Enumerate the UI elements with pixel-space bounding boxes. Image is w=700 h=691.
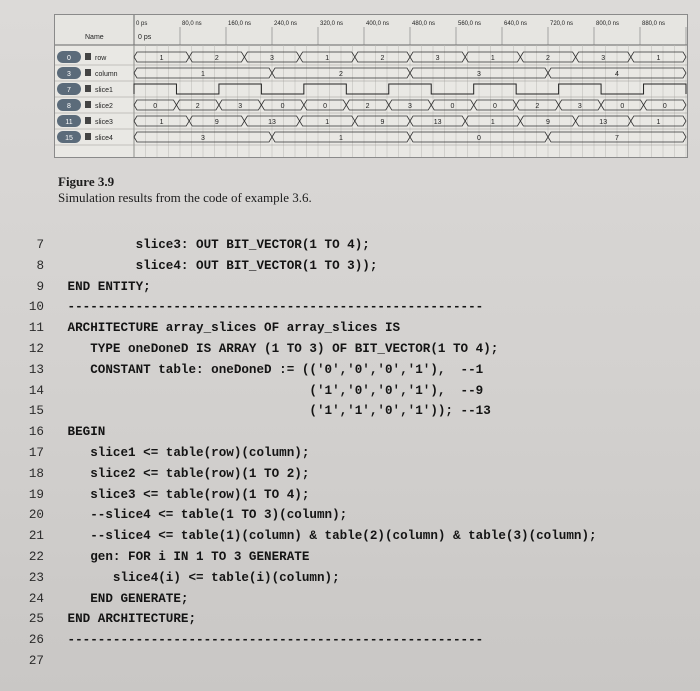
- line-number: 25: [28, 612, 44, 627]
- code-text: TYPE oneDoneD IS ARRAY (1 TO 3) OF BIT_VECTOR(1 TO 4);: [60, 342, 499, 356]
- time-label: 800,0 ns: [596, 21, 620, 27]
- bus-value: 2: [535, 103, 540, 110]
- bus-value: 1: [490, 119, 495, 126]
- code-text: END ARCHITECTURE;: [60, 612, 197, 627]
- bus-value: 9: [380, 119, 385, 126]
- line-number: 15: [28, 404, 44, 419]
- time-label: 240,0 ns: [274, 21, 298, 27]
- line-number: 22: [28, 550, 44, 564]
- signal-type-icon: [85, 117, 91, 124]
- bus-value: 1: [325, 55, 330, 62]
- signal-type-icon: [85, 69, 91, 76]
- bus-value: 1: [159, 55, 164, 62]
- line-number: 18: [28, 466, 44, 481]
- code-text: END ENTITY;: [60, 279, 151, 294]
- bus-value: 2: [380, 55, 385, 62]
- code-text: slice2 <= table(row)(1 TO 2);: [60, 466, 310, 481]
- signal-name: slice2: [95, 103, 113, 110]
- time-cursor-label: 0 ps: [138, 34, 152, 41]
- time-label: 80,0 ns: [182, 21, 202, 27]
- code-text: --slice4 <= table(1 TO 3)(column);: [60, 508, 348, 523]
- bus-value: 3: [601, 55, 606, 62]
- signal-id: 15: [65, 135, 73, 142]
- time-label: 560,0 ns: [458, 21, 482, 27]
- bus-value: 1: [325, 119, 330, 126]
- line-number: 9: [36, 279, 44, 294]
- signal-name: slice1: [95, 87, 113, 94]
- bus-value: 0: [620, 103, 625, 110]
- bus-value: 2: [339, 71, 343, 78]
- line-number: 20: [28, 508, 44, 523]
- time-label: 720,0 ns: [550, 21, 574, 27]
- signal-name: column: [95, 71, 118, 78]
- bus-value: 0: [280, 103, 285, 110]
- figure-caption: [58, 174, 312, 206]
- line-number: 14: [28, 383, 44, 398]
- bus-value: 13: [599, 119, 608, 126]
- bus-value: 1: [656, 119, 661, 126]
- code-text: ('1','1','0','1')); --13: [60, 404, 491, 419]
- figure-caption-text: Simulation results from the code of example 3.6.: [58, 190, 312, 205]
- bus-value: 0: [450, 103, 455, 110]
- bus-value: 3: [201, 135, 205, 142]
- bus-value: 13: [433, 119, 442, 126]
- line-number: 26: [28, 633, 44, 648]
- bus-value: 2: [214, 55, 219, 62]
- signal-name: row: [95, 55, 107, 62]
- line-number: 23: [28, 570, 44, 585]
- code-text: CONSTANT table: oneDoneD := (('0','0','0','1'), --1: [60, 362, 484, 377]
- code-text: slice4(i) <= table(i)(column);: [60, 570, 340, 585]
- bus-value: 1: [339, 135, 343, 142]
- line-number: 21: [28, 529, 44, 544]
- line-number: 11: [28, 321, 44, 336]
- time-label: 320,0 ns: [320, 21, 344, 27]
- code-text: ('1','0','0','1'), --9: [60, 383, 484, 398]
- code-text: BEGIN: [60, 425, 106, 440]
- bus-value: 3: [477, 71, 481, 78]
- signal-id: 8: [67, 103, 71, 110]
- bus-value: 0: [323, 103, 328, 110]
- code-text: END GENERATE;: [60, 591, 189, 606]
- signal-type-icon: [85, 85, 91, 92]
- bus-value: 9: [214, 119, 219, 126]
- bus-value: 4: [615, 71, 619, 78]
- bus-value: 13: [268, 119, 276, 126]
- line-number: 17: [28, 446, 44, 460]
- code-text: gen: FOR i IN 1 TO 3 GENERATE: [60, 550, 310, 564]
- signal-type-icon: [85, 53, 91, 60]
- line-number: 24: [28, 591, 44, 606]
- code-text: slice4: OUT BIT_VECTOR(1 TO 3));: [60, 258, 378, 273]
- code-text: slice3: OUT BIT_VECTOR(1 TO 4);: [60, 238, 370, 252]
- bus-value: 3: [408, 103, 412, 110]
- time-label: 880,0 ns: [642, 21, 666, 27]
- bus-value: 3: [577, 103, 582, 110]
- line-number: 19: [28, 487, 44, 502]
- bus-value: 1: [656, 55, 661, 62]
- signal-id: 0: [67, 55, 71, 62]
- code-text: -------------------------------------------------------: [60, 633, 484, 648]
- line-number: 16: [28, 425, 44, 440]
- bus-value: 2: [195, 103, 200, 110]
- code-text: --slice4 <= table(1)(column) & table(2)(column) & table(3)(column);: [60, 529, 597, 544]
- signal-type-icon: [85, 101, 91, 108]
- time-label: 160,0 ns: [228, 21, 252, 27]
- bus-value: 3: [435, 55, 440, 62]
- time-label: 640,0 ns: [504, 21, 528, 27]
- time-label: 480,0 ns: [412, 21, 436, 27]
- signal-id: 7: [67, 87, 71, 94]
- bus-value: 2: [365, 103, 370, 110]
- signal-id: 3: [67, 71, 71, 78]
- bus-value: 0: [477, 135, 481, 142]
- bus-value: 3: [238, 103, 243, 110]
- code-text: slice3 <= table(row)(1 TO 4);: [60, 487, 310, 502]
- bus-value: 0: [492, 103, 497, 110]
- bus-value: 1: [159, 119, 164, 126]
- bus-value: 7: [615, 135, 619, 142]
- bus-value: 1: [490, 55, 495, 62]
- signal-name: slice3: [95, 119, 113, 126]
- signal-id: 11: [65, 119, 73, 126]
- bus-value: 2: [546, 55, 550, 62]
- line-number: 27: [28, 654, 44, 668]
- line-number: 12: [28, 342, 44, 356]
- bus-value: 0: [153, 103, 158, 110]
- code-text: ARCHITECTURE array_slices OF array_slices IS: [60, 321, 401, 336]
- time-label: 400,0 ns: [366, 21, 390, 27]
- signal-type-icon: [85, 133, 91, 140]
- line-number: 10: [28, 300, 44, 315]
- line-number: 7: [36, 238, 44, 252]
- bus-value: 3: [270, 55, 274, 62]
- time-label: 0 ps: [136, 21, 148, 27]
- simulation-waveform: [54, 14, 688, 158]
- signal-name: slice4: [95, 135, 113, 142]
- code-text: slice1 <= table(row)(column);: [60, 446, 310, 460]
- code-text: -------------------------------------------------------: [60, 300, 484, 315]
- bus-value: 0: [662, 103, 667, 110]
- waveform-canvas: [55, 15, 687, 157]
- bus-value: 9: [546, 119, 550, 126]
- line-number: 13: [28, 362, 44, 377]
- name-column-header: Name: [85, 34, 104, 41]
- line-number: 8: [36, 258, 44, 273]
- figure-title: Figure 3.9: [58, 174, 115, 189]
- bus-value: 1: [201, 71, 205, 78]
